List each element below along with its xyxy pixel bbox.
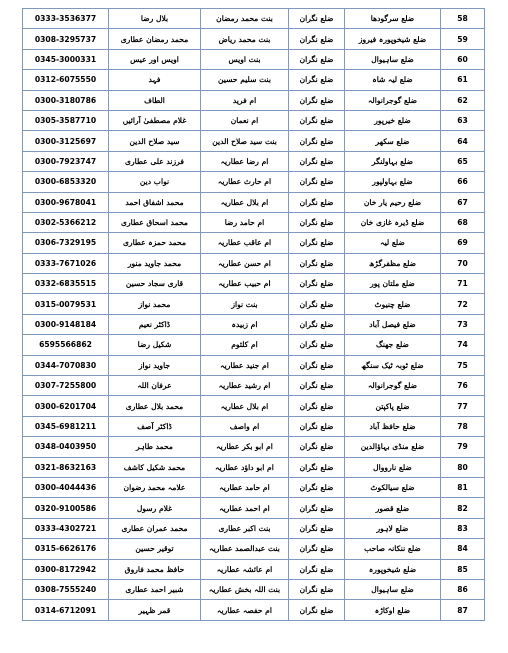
district-cell: ضلع پاکپتن — [345, 396, 441, 416]
phone-number-cell: 0300-6853320 — [23, 172, 109, 192]
table-row — [23, 539, 485, 559]
relation-name-cell: ام نعمان — [201, 110, 289, 130]
district-cell: ضلع منڈی بہاؤالدین — [345, 437, 441, 457]
relation-name-cell: بنت سید صلاح الدین — [201, 131, 289, 151]
phone-number-cell: 0312-6075550 — [23, 70, 109, 90]
role-cell: ضلع نگران — [289, 314, 345, 334]
serial-number-cell: 66 — [441, 172, 485, 192]
serial-number-cell: 73 — [441, 314, 485, 334]
name-cell: محمد اشفاق احمد — [109, 192, 201, 212]
role-cell: ضلع نگران — [289, 253, 345, 273]
name-cell: الطاف — [109, 90, 201, 110]
district-cell: ضلع حافظ آباد — [345, 416, 441, 436]
relation-name-cell: بنت اویس — [201, 49, 289, 69]
table-row — [23, 579, 485, 599]
relation-name-cell: بنت عبدالصمد عطاریہ — [201, 539, 289, 559]
name-cell: بلال رضا — [109, 9, 201, 29]
name-cell: محمد طاہر — [109, 437, 201, 457]
table-row — [23, 376, 485, 396]
table-row — [23, 192, 485, 212]
role-cell: ضلع نگران — [289, 29, 345, 49]
relation-name-cell: ام حبیب عطاریہ — [201, 274, 289, 294]
relation-name-cell: بنت اکبر عطاری — [201, 518, 289, 538]
table-row — [23, 416, 485, 436]
role-cell: ضلع نگران — [289, 559, 345, 579]
role-cell: ضلع نگران — [289, 579, 345, 599]
district-cell: ضلع مظفرگڑھ — [345, 253, 441, 273]
relation-name-cell: ام حامد رضا — [201, 212, 289, 232]
name-cell: محمد بلال عطاری — [109, 396, 201, 416]
name-cell: سید صلاح الدین — [109, 131, 201, 151]
phone-number-cell: 0315-6626176 — [23, 539, 109, 559]
district-cell: ضلع ساہیوال — [345, 49, 441, 69]
name-cell: محمد اسحاق عطاری — [109, 212, 201, 232]
name-cell: قاری سجاد حسین — [109, 274, 201, 294]
district-cell: ضلع شیخوپورہ — [345, 559, 441, 579]
role-cell: ضلع نگران — [289, 110, 345, 130]
table-row — [23, 212, 485, 232]
relation-name-cell: ام حسن عطاریہ — [201, 253, 289, 273]
district-cell: ضلع ساہیوال — [345, 579, 441, 599]
district-cell: ضلع اوکاڑہ — [345, 600, 441, 620]
relation-name-cell: ام حفصہ عطاریہ — [201, 600, 289, 620]
district-cell: ضلع لیہ — [345, 233, 441, 253]
role-cell: ضلع نگران — [289, 90, 345, 110]
role-cell: ضلع نگران — [289, 172, 345, 192]
table-row — [23, 90, 485, 110]
relation-name-cell: بنت محمد رمضان — [201, 9, 289, 29]
serial-number-cell: 58 — [441, 9, 485, 29]
name-cell: توقیر حسین — [109, 539, 201, 559]
district-cell: ضلع سیالکوٹ — [345, 477, 441, 497]
role-cell: ضلع نگران — [289, 335, 345, 355]
relation-name-cell: ام حارث عطاریہ — [201, 172, 289, 192]
district-cell: ضلع گوجرانوالہ — [345, 90, 441, 110]
table-row — [23, 396, 485, 416]
role-cell: ضلع نگران — [289, 355, 345, 375]
phone-number-cell: 0315-0079531 — [23, 294, 109, 314]
table-row — [23, 70, 485, 90]
table-row — [23, 518, 485, 538]
table-row — [23, 151, 485, 171]
role-cell: ضلع نگران — [289, 151, 345, 171]
relation-name-cell: ام فرید — [201, 90, 289, 110]
relation-name-cell: ام ابو داؤد عطاریہ — [201, 457, 289, 477]
district-cell: ضلع ملتان پور — [345, 274, 441, 294]
name-cell: محمد شکیل کاشف — [109, 457, 201, 477]
serial-number-cell: 68 — [441, 212, 485, 232]
name-cell: محمد عمران عطاری — [109, 518, 201, 538]
serial-number-cell: 80 — [441, 457, 485, 477]
relation-name-cell: بنت سلیم حسین — [201, 70, 289, 90]
name-cell: محمد حمزہ عطاری — [109, 233, 201, 253]
role-cell: ضلع نگران — [289, 192, 345, 212]
district-cell: ضلع ٹوبہ ٹیک سنگھ — [345, 355, 441, 375]
name-cell: فرزند علی عطاری — [109, 151, 201, 171]
relation-name-cell: ام رضا عطاریہ — [201, 151, 289, 171]
role-cell: ضلع نگران — [289, 49, 345, 69]
relation-name-cell: ام ابو بکر عطاریہ — [201, 437, 289, 457]
phone-number-cell: 0300-3125697 — [23, 131, 109, 151]
serial-number-cell: 71 — [441, 274, 485, 294]
relation-name-cell: ام احمد عطاریہ — [201, 498, 289, 518]
name-cell: شبیر احمد عطاری — [109, 579, 201, 599]
contact-table — [22, 8, 485, 621]
table-row — [23, 600, 485, 620]
contact-table-body — [23, 9, 485, 621]
serial-number-cell: 87 — [441, 600, 485, 620]
name-cell: شکیل رضا — [109, 335, 201, 355]
table-row — [23, 29, 485, 49]
table-row — [23, 131, 485, 151]
role-cell: ضلع نگران — [289, 376, 345, 396]
serial-number-cell: 67 — [441, 192, 485, 212]
relation-name-cell: ام واصف — [201, 416, 289, 436]
phone-number-cell: 0300-9678041 — [23, 192, 109, 212]
serial-number-cell: 69 — [441, 233, 485, 253]
district-cell: ضلع فیصل آباد — [345, 314, 441, 334]
district-cell: ضلع نارووال — [345, 457, 441, 477]
serial-number-cell: 63 — [441, 110, 485, 130]
district-cell: ضلع شیخوپورہ فیروز — [345, 29, 441, 49]
relation-name-cell: ام جنید عطاریہ — [201, 355, 289, 375]
serial-number-cell: 72 — [441, 294, 485, 314]
role-cell: ضلع نگران — [289, 600, 345, 620]
phone-number-cell: 0321-8632163 — [23, 457, 109, 477]
serial-number-cell: 65 — [441, 151, 485, 171]
name-cell: علامہ محمد رضوان — [109, 477, 201, 497]
serial-number-cell: 78 — [441, 416, 485, 436]
role-cell: ضلع نگران — [289, 294, 345, 314]
name-cell: غلام رسول — [109, 498, 201, 518]
phone-number-cell: 0300-6201704 — [23, 396, 109, 416]
district-cell: ضلع سکھر — [345, 131, 441, 151]
phone-number-cell: 0300-7923747 — [23, 151, 109, 171]
relation-name-cell: ام حامد عطاریہ — [201, 477, 289, 497]
phone-number-cell: 0300-3180786 — [23, 90, 109, 110]
phone-number-cell: 0333-3536377 — [23, 9, 109, 29]
table-row — [23, 253, 485, 273]
serial-number-cell: 86 — [441, 579, 485, 599]
phone-number-cell: 0345-3000331 — [23, 49, 109, 69]
relation-name-cell: ام کلثوم — [201, 335, 289, 355]
relation-name-cell: ام بلال عطاریہ — [201, 192, 289, 212]
serial-number-cell: 76 — [441, 376, 485, 396]
district-cell: ضلع خیرپور — [345, 110, 441, 130]
district-cell: ضلع گوجرانوالہ — [345, 376, 441, 396]
name-cell: غلام مصطفیٰ آرائیں — [109, 110, 201, 130]
table-row — [23, 49, 485, 69]
relation-name-cell: بنت محمد ریاض — [201, 29, 289, 49]
table-row — [23, 110, 485, 130]
role-cell: ضلع نگران — [289, 416, 345, 436]
phone-number-cell: 0302-5366212 — [23, 212, 109, 232]
name-cell: ڈاکٹر آصف — [109, 416, 201, 436]
relation-name-cell: بنت نواز — [201, 294, 289, 314]
table-row — [23, 274, 485, 294]
phone-number-cell: 0300-4044436 — [23, 477, 109, 497]
serial-number-cell: 59 — [441, 29, 485, 49]
table-row — [23, 355, 485, 375]
table-row — [23, 559, 485, 579]
district-cell: ضلع ڈیرہ غازی خان — [345, 212, 441, 232]
table-row — [23, 498, 485, 518]
serial-number-cell: 70 — [441, 253, 485, 273]
relation-name-cell: ام عاقب عطاریہ — [201, 233, 289, 253]
name-cell: محمد نواز — [109, 294, 201, 314]
serial-number-cell: 77 — [441, 396, 485, 416]
district-cell: ضلع بہاولپور — [345, 172, 441, 192]
serial-number-cell: 75 — [441, 355, 485, 375]
phone-number-cell: 0305-3587710 — [23, 110, 109, 130]
name-cell: محمد رمضان عطاری — [109, 29, 201, 49]
role-cell: ضلع نگران — [289, 457, 345, 477]
table-row — [23, 335, 485, 355]
name-cell: جاوید نواز — [109, 355, 201, 375]
role-cell: ضلع نگران — [289, 396, 345, 416]
district-cell: ضلع سرگودھا — [345, 9, 441, 29]
relation-name-cell: ام عائشہ عطاریہ — [201, 559, 289, 579]
phone-number-cell: 6595566862 — [23, 335, 109, 355]
serial-number-cell: 85 — [441, 559, 485, 579]
serial-number-cell: 60 — [441, 49, 485, 69]
district-cell: ضلع لاہور — [345, 518, 441, 538]
name-cell: عرفان اللہ — [109, 376, 201, 396]
relation-name-cell: ام رشید عطاریہ — [201, 376, 289, 396]
serial-number-cell: 64 — [441, 131, 485, 151]
role-cell: ضلع نگران — [289, 539, 345, 559]
table-row — [23, 457, 485, 477]
table-row — [23, 294, 485, 314]
role-cell: ضلع نگران — [289, 9, 345, 29]
phone-number-cell: 0320-9100586 — [23, 498, 109, 518]
phone-number-cell: 0333-7671026 — [23, 253, 109, 273]
relation-name-cell: ام بلال عطاریہ — [201, 396, 289, 416]
table-row — [23, 314, 485, 334]
district-cell: ضلع رحیم یار خان — [345, 192, 441, 212]
phone-number-cell: 0332-6835515 — [23, 274, 109, 294]
phone-number-cell: 0307-7255800 — [23, 376, 109, 396]
role-cell: ضلع نگران — [289, 437, 345, 457]
role-cell: ضلع نگران — [289, 212, 345, 232]
role-cell: ضلع نگران — [289, 233, 345, 253]
phone-number-cell: 0300-9148184 — [23, 314, 109, 334]
name-cell: اویس اور عیس — [109, 49, 201, 69]
district-cell: ضلع قصور — [345, 498, 441, 518]
role-cell: ضلع نگران — [289, 131, 345, 151]
table-row — [23, 437, 485, 457]
phone-number-cell: 0308-7555240 — [23, 579, 109, 599]
phone-number-cell: 0300-8172942 — [23, 559, 109, 579]
phone-number-cell: 0345-6981211 — [23, 416, 109, 436]
district-cell: ضلع ننکانہ صاحب — [345, 539, 441, 559]
serial-number-cell: 84 — [441, 539, 485, 559]
role-cell: ضلع نگران — [289, 498, 345, 518]
name-cell: محمد جاوید منور — [109, 253, 201, 273]
role-cell: ضلع نگران — [289, 70, 345, 90]
serial-number-cell: 79 — [441, 437, 485, 457]
serial-number-cell: 82 — [441, 498, 485, 518]
serial-number-cell: 74 — [441, 335, 485, 355]
name-cell: ڈاکٹر نعیم — [109, 314, 201, 334]
phone-number-cell: 0333-4302721 — [23, 518, 109, 538]
district-cell: ضلع بہاولنگر — [345, 151, 441, 171]
role-cell: ضلع نگران — [289, 518, 345, 538]
relation-name-cell: بنت اللہ بخش عطاریہ — [201, 579, 289, 599]
phone-number-cell: 0348-0403950 — [23, 437, 109, 457]
serial-number-cell: 83 — [441, 518, 485, 538]
table-row — [23, 233, 485, 253]
phone-number-cell: 0306-7329195 — [23, 233, 109, 253]
relation-name-cell: ام زبیدہ — [201, 314, 289, 334]
name-cell: نواب دین — [109, 172, 201, 192]
phone-number-cell: 0344-7070830 — [23, 355, 109, 375]
name-cell: فہد — [109, 70, 201, 90]
name-cell: قمر ظہیر — [109, 600, 201, 620]
serial-number-cell: 62 — [441, 90, 485, 110]
table-row — [23, 9, 485, 29]
phone-number-cell: 0314-6712091 — [23, 600, 109, 620]
table-row — [23, 172, 485, 192]
role-cell: ضلع نگران — [289, 274, 345, 294]
serial-number-cell: 61 — [441, 70, 485, 90]
district-cell: ضلع چنیوٹ — [345, 294, 441, 314]
phone-number-cell: 0308-3295737 — [23, 29, 109, 49]
name-cell: حافظ محمد فاروق — [109, 559, 201, 579]
serial-number-cell: 81 — [441, 477, 485, 497]
district-cell: ضلع لیہ شاہ — [345, 70, 441, 90]
role-cell: ضلع نگران — [289, 477, 345, 497]
table-row — [23, 477, 485, 497]
district-cell: ضلع جھنگ — [345, 335, 441, 355]
